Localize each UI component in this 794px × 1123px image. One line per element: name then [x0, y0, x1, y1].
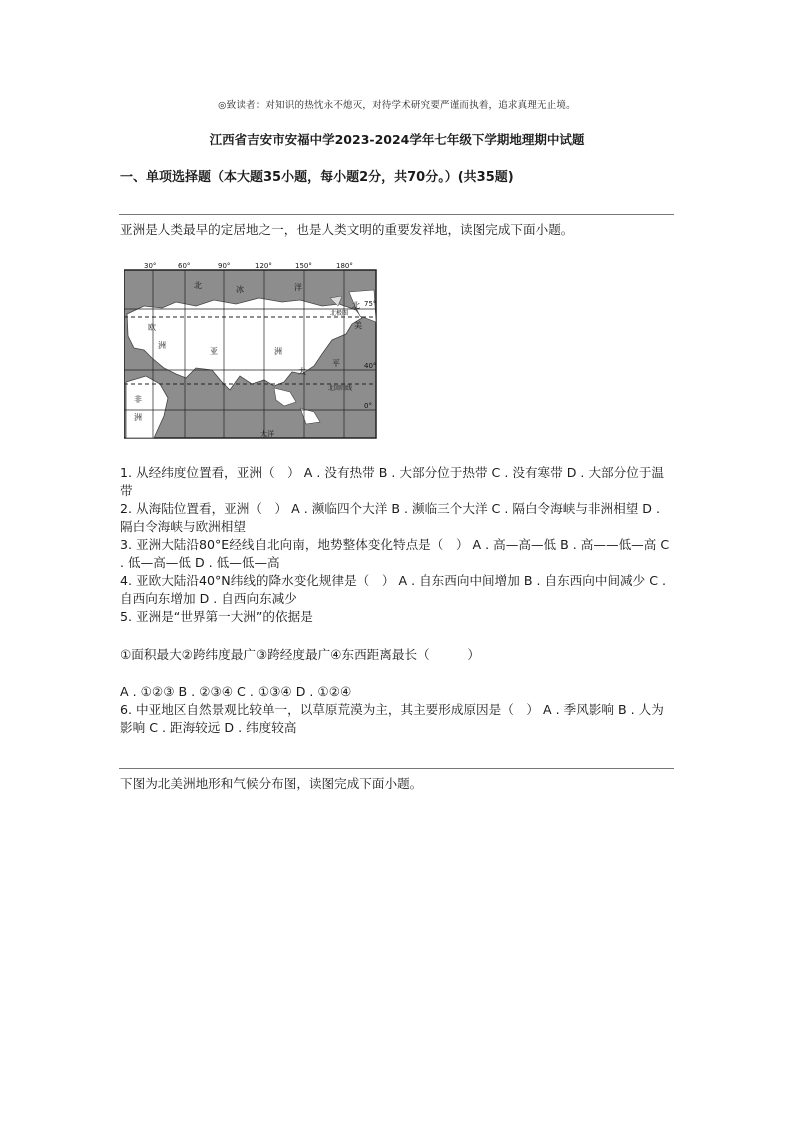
map-label: 亚	[210, 347, 218, 356]
map-label: 美	[354, 321, 362, 330]
lon-label: 30°	[144, 262, 157, 270]
question-5: 5. 亚洲是“世界第一大洲”的依据是	[120, 609, 313, 624]
question-4: 4. 亚欧大陆沿40°N纬线的降水变化规律是（ ） A . 自东西向中间增加 B . 自东西向中间减少 C . 自西向东增加 D . 自西向东减少	[120, 573, 667, 606]
page-title: 江西省吉安市安福中学2023-2024学年七年级下学期地理期中试题	[209, 132, 585, 147]
lon-label: 90°	[218, 262, 231, 270]
map-label: 平	[332, 359, 340, 368]
map-label: 洲	[274, 347, 282, 356]
map-label: 冰	[236, 285, 244, 294]
lon-label: 60°	[178, 262, 191, 270]
divider	[119, 768, 674, 769]
map-label: 北极圈	[330, 310, 349, 317]
lat-label: 75°	[364, 300, 377, 308]
question-2: 2. 从海陆位置看，亚洲（ ） A . 濒临四个大洋 B . 濒临三个大洋 C . 隔白令海峡与非洲相望 D . 隔白令海峡与欧洲相望	[120, 501, 661, 534]
lon-label: 150°	[295, 262, 312, 270]
lon-label: 180°	[336, 262, 353, 270]
question-6: 6. 中亚地区自然景观比较单一，以草原荒漠为主，其主要形成原因是（ ） A . 季风影响 B . 人为影响 C . 距海较远 D . 纬度较高	[120, 702, 664, 735]
question-5-options: A . ①②③ B . ②③④ C . ①③④ D . ①②④	[120, 684, 352, 699]
map-label: 北	[194, 281, 202, 290]
group2-intro: 下图为北美洲地形和气候分布图，读图完成下面小题。	[120, 776, 423, 791]
asia-map	[124, 262, 379, 439]
map-label: 太	[298, 367, 306, 376]
map-label: 欧	[148, 323, 156, 332]
lat-label: 0°	[364, 402, 372, 410]
divider	[119, 214, 674, 215]
map-label: 大洋	[260, 430, 274, 438]
question-1: 1. 从经纬度位置看，亚洲（ ） A . 没有热带 B . 大部分位于热带 C . 没有寒带 D . 大部分位于温带	[120, 465, 665, 498]
group1-intro: 亚洲是人类最早的定居地之一，也是人类文明的重要发祥地，读图完成下面小题。	[120, 222, 574, 237]
map-label: 非	[134, 395, 142, 404]
map-label: 北回归线	[328, 385, 353, 392]
question-5-statement: ①面积最大②跨纬度最广③跨经度最广④东西距离最长（ ）	[120, 647, 481, 662]
map-label: 洲	[134, 413, 142, 422]
motto-line: ◎致读者：对知识的热忱永不熄灭，对待学术研究要严谨而执着，追求真理无止境。	[218, 100, 576, 111]
section-heading: 一、单项选择题（本大题35小题，每小题2分，共70分。）(共35题)	[120, 170, 514, 185]
map-label: 洋	[294, 283, 302, 292]
map-label: 洲	[158, 341, 166, 350]
lon-label: 120°	[255, 262, 272, 270]
lat-label: 40°	[364, 362, 377, 370]
map-label: 北	[352, 301, 360, 310]
question-3: 3. 亚洲大陆沿80°E经线自北向南，地势整体变化特点是（ ） A . 高—高—低 B . 高——低—高 C . 低—高—低 D . 低—低—高	[120, 537, 670, 570]
